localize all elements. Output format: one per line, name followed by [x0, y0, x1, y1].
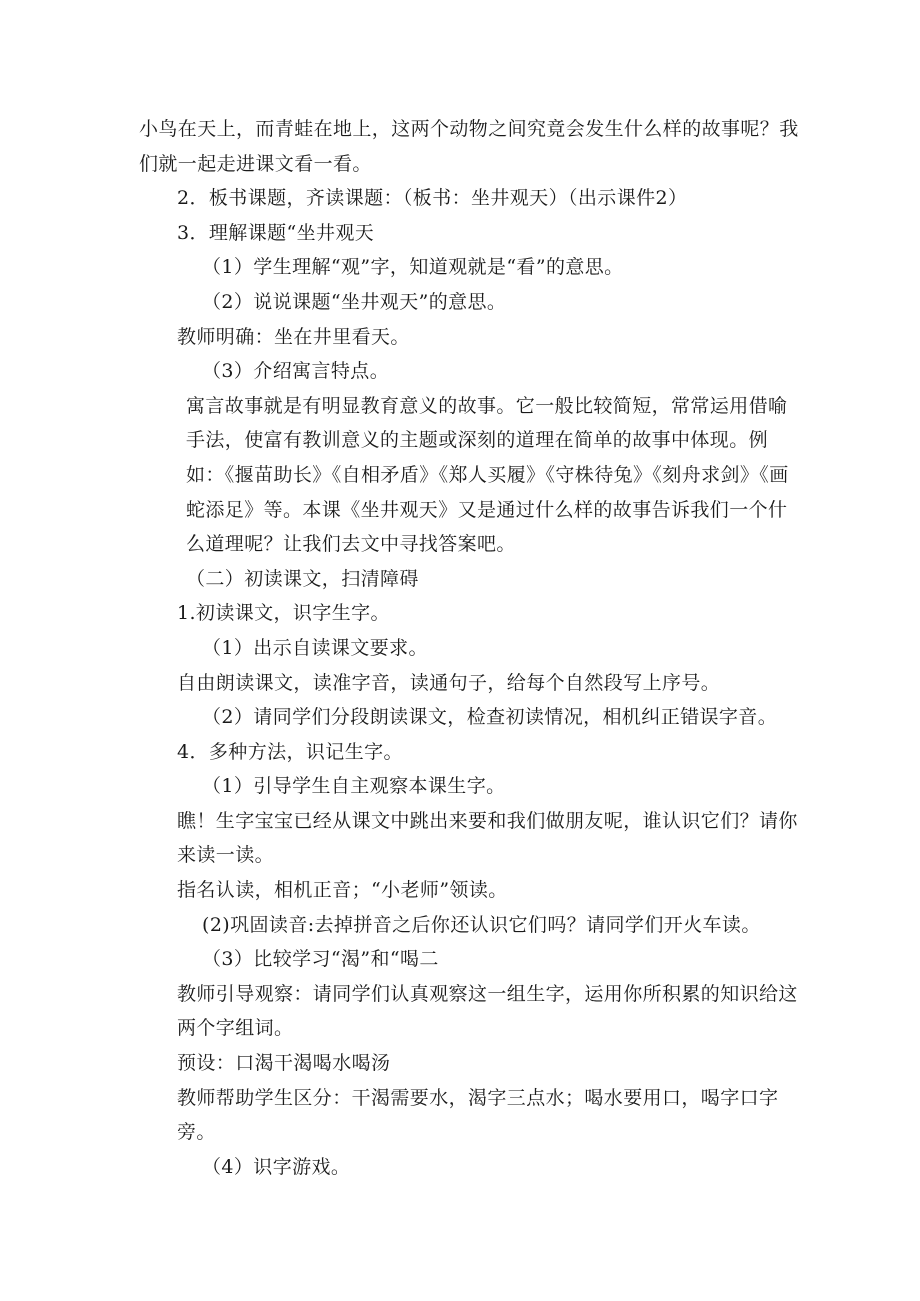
paragraph-sub-1: （1）学生理解“观”字，知道观就是“看”的意思。: [202, 256, 624, 279]
paragraph-sub-segment-reading: （2）请同学们分段朗读课文，检查初读情况，相机纠正错误字音。: [202, 706, 778, 729]
paragraph-free-reading: 自由朗读课文，读准字音，读通句子，给每个自然段写上序号。: [177, 671, 721, 694]
paragraph-teacher-clarify: 教师明确：坐在井里看天。: [177, 325, 410, 348]
paragraph-sub-game: （4）识字游戏。: [202, 1155, 351, 1178]
paragraph-teacher-guide: 教师引导观察：请同学们认真观察这一组生字，运用你所积累的知识给这两个字组词。: [177, 982, 798, 1040]
paragraph-sub-observe: （1）引导学生自主观察本课生字。: [202, 775, 506, 798]
document-body: [139, 112, 804, 1184]
paragraph-sub-3: （3）介绍寓言特点。: [202, 360, 390, 383]
paragraph-sub-compare: （3）比较学习“渴”和“喝二: [202, 948, 439, 971]
paragraph-named-reading: 指名认读，相机正音；“小老师”领读。: [177, 879, 508, 902]
paragraph-sub-consolidate: (2)巩固读音:去掉拼音之后你还认识它们吗？请同学们开火车读。: [202, 913, 761, 936]
paragraph-sub-2: （2）说说课题“坐井观天”的意思。: [202, 290, 507, 313]
paragraph-teacher-help: 教师帮助学生区分：干渴需要水，渴字三点水；喝水要用口，喝字口字旁。: [177, 1086, 779, 1144]
paragraph-look: 瞧！生字宝宝已经从课文中跳出来要和我们做朋友呢，谁认识它们？请你来读一读。: [177, 809, 798, 867]
paragraph-step-2: 2．板书课题，齐读课题：（板书：坐井观天）（出示课件2）: [177, 187, 688, 210]
paragraph-fable-intro: 寓言故事就是有明显教育意义的故事。它一般比较简短，常常运用借喻手法，使富有教训意义的主题或深刻的道理在简单的故事中体现。例如：《揠苗助长》《自相矛盾》《郑人买履》《守株待兔》《刻舟求剑》《画蛇添足》等。本课《坐井观天》又是通过什么样的故事告诉我们一个什么道理呢？让我们去文中寻找答案吧。: [186, 394, 789, 556]
paragraph-step-4: 4．多种方法，识记生字。: [177, 740, 403, 763]
paragraph-preset: 预设：口渴干渴喝水喝汤: [177, 1052, 391, 1075]
paragraph-step-3: 3．理解课题“坐井观天: [177, 221, 375, 244]
section-heading-first-reading: （二）初读课文，扫清障碍: [186, 567, 419, 590]
paragraph-sub-read-requirements: （1）出示自读课文要求。: [202, 636, 428, 659]
paragraph-intro: 小鸟在天上，而青蛙在地上，这两个动物之间究竟会发生什么样的故事呢？我们就一起走进课文看一看。: [139, 118, 799, 175]
paragraph-step-1-reading: 1.初读课文，识字生字。: [177, 602, 390, 625]
